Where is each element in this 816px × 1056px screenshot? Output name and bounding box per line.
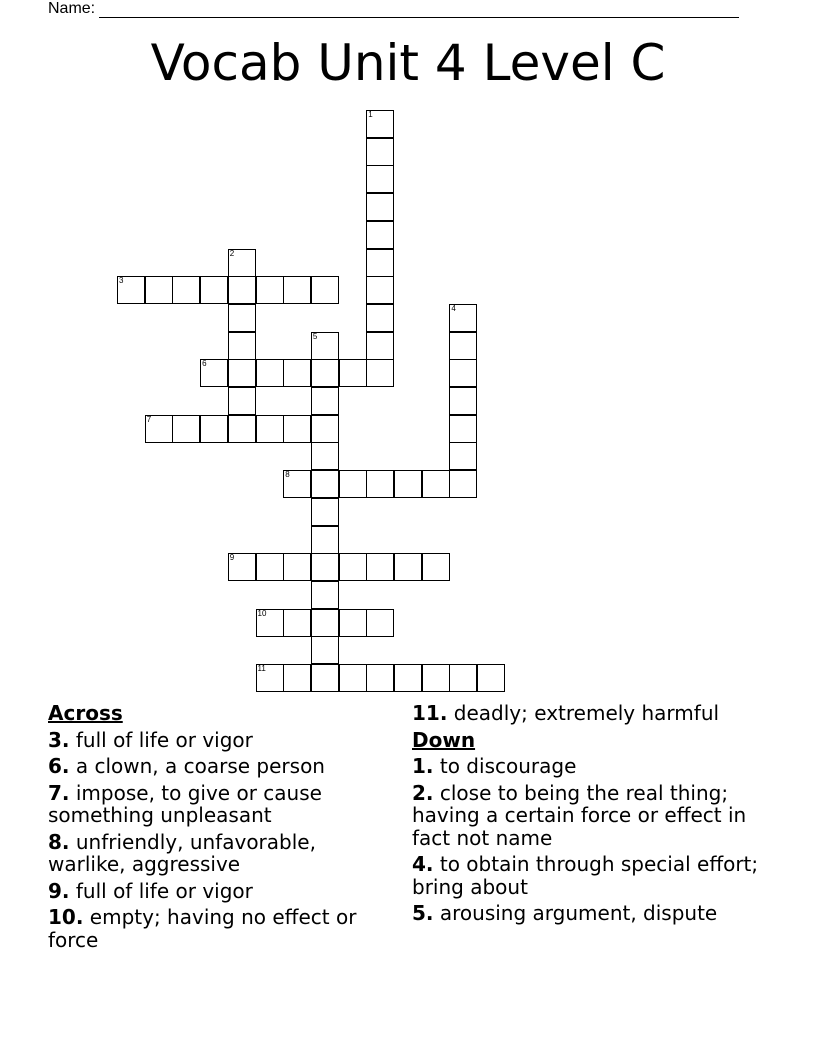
grid-cell[interactable] [422,664,450,692]
grid-cell[interactable] [311,609,339,637]
grid-cell[interactable] [200,276,228,304]
across-clue-list [48,729,388,952]
grid-cell[interactable] [311,664,339,692]
grid-cell[interactable] [283,470,311,498]
grid-cell[interactable] [228,387,256,415]
grid-cell[interactable] [311,553,339,581]
grid-cell[interactable] [311,470,339,498]
clue-number: 5. [412,901,434,925]
clue-number: 9. [48,878,70,903]
grid-cell[interactable] [394,553,422,581]
grid-cell[interactable] [311,276,339,304]
grid-cell[interactable] [366,359,394,387]
grid-cell[interactable] [283,609,311,637]
grid-cell[interactable] [449,442,477,470]
grid-cell[interactable] [200,359,228,387]
grid-cell[interactable] [256,415,284,443]
cell-number: 8 [285,470,290,480]
grid-cell[interactable] [366,609,394,637]
clue-text: to obtain through special effort; bring about [412,852,759,899]
grid-cell[interactable] [366,276,394,304]
clue-number: 10. [48,905,84,929]
grid-cell[interactable] [366,138,394,166]
grid-cell[interactable] [228,359,256,387]
grid-cell[interactable] [117,276,145,304]
grid-cell[interactable] [449,304,477,332]
grid-cell[interactable] [366,664,394,692]
grid-cell[interactable] [256,359,284,387]
grid-cell[interactable] [311,526,339,554]
grid-cell[interactable] [283,276,311,304]
grid-cell[interactable] [145,276,173,304]
cell-number: 9 [229,553,235,563]
down-clue [412,853,772,898]
grid-cell[interactable] [283,359,311,387]
grid-cell[interactable] [200,415,228,443]
clue-text: a clown, a coarse person [75,754,325,778]
grid-cell[interactable] [449,332,477,360]
grid-cell[interactable] [283,553,311,581]
clues-left-column [48,702,388,955]
clue-number: 2. [412,780,434,805]
name-label: Name: [48,0,96,17]
grid-cell[interactable] [311,415,339,443]
grid-cell[interactable] [256,609,284,637]
grid-cell[interactable] [228,249,256,277]
grid-cell[interactable] [366,165,394,193]
grid-cell[interactable] [366,332,394,360]
across-clue-list-continued [412,702,772,725]
grid-cell[interactable] [311,636,339,664]
grid-cell[interactable] [339,664,367,692]
grid-cell[interactable] [311,581,339,609]
grid-cell[interactable] [394,470,422,498]
clue-text: full of life or vigor [75,727,253,752]
clue-number: 4. [412,852,434,876]
grid-cell[interactable] [283,664,311,692]
grid-cell[interactable] [422,470,450,498]
grid-cell[interactable] [366,193,394,221]
across-clue [412,702,772,725]
down-clue [412,902,772,925]
grid-cell[interactable] [422,553,450,581]
grid-cell[interactable] [339,609,367,637]
clue-text: impose, to give or cause something unpleasant [48,780,322,827]
grid-cell[interactable] [172,276,200,304]
grid-cell[interactable] [366,304,394,332]
grid-cell[interactable] [311,359,339,387]
grid-cell[interactable] [145,415,173,443]
cell-number: 5 [312,331,318,341]
cell-number: 1 [368,110,373,119]
clue-text: close to being the real thing; having a certain force or effect in fact not name [412,780,747,850]
grid-cell[interactable] [366,249,394,277]
down-clue [412,755,772,778]
grid-cell[interactable] [366,470,394,498]
grid-cell[interactable] [339,470,367,498]
across-clue [48,755,388,778]
clue-text: arousing argument, dispute [439,901,718,925]
across-heading: Across [48,701,123,725]
grid-cell[interactable] [283,415,311,443]
grid-cell[interactable] [366,221,394,249]
grid-cell[interactable] [228,415,256,443]
down-heading: Down [412,727,476,752]
grid-cell[interactable] [394,664,422,692]
clue-number: 6. [48,754,70,778]
grid-cell[interactable] [228,332,256,360]
down-clue-list [412,755,772,925]
grid-cell[interactable] [228,276,256,304]
cell-number: 10 [257,608,267,618]
clue-number: 8. [48,829,70,854]
grid-cell[interactable] [311,332,339,360]
clue-text: unfriendly, unfavorable, warlike, aggressive [48,829,316,876]
across-clue [48,906,388,951]
grid-cell[interactable] [449,470,477,498]
grid-cell[interactable] [256,553,284,581]
grid-cell[interactable] [311,442,339,470]
grid-cell[interactable] [449,664,477,692]
clue-text: empty; having no effect or force [48,905,357,952]
grid-cell[interactable] [311,387,339,415]
across-clue [48,729,388,752]
cell-number: 6 [202,359,207,369]
cell-number: 7 [146,414,152,424]
grid-cell[interactable] [339,359,367,387]
across-clue [48,880,388,903]
grid-cell[interactable] [228,553,256,581]
grid-cell[interactable] [172,415,200,443]
clue-number: 7. [48,780,70,805]
across-clue [48,782,388,827]
clue-text: to discourage [439,754,577,778]
grid-cell[interactable] [449,359,477,387]
grid-cell[interactable] [449,415,477,443]
grid-cell[interactable] [311,498,339,526]
grid-cell[interactable] [477,664,505,692]
grid-cell[interactable] [339,553,367,581]
clue-text: deadly; extremely harmful [453,701,720,725]
grid-cell[interactable] [366,110,394,138]
clue-number: 11. [412,701,448,725]
down-clue [412,782,772,850]
grid-cell[interactable] [256,276,284,304]
cell-number: 3 [119,276,124,286]
cell-number: 2 [229,248,235,258]
clue-text: full of life or vigor [75,878,253,903]
page-title: Vocab Unit 4 Level C [150,34,666,92]
clues-right-column [412,702,772,929]
grid-cell[interactable] [228,304,256,332]
grid-cell[interactable] [256,664,284,692]
grid-cell[interactable] [366,553,394,581]
clue-number: 3. [48,727,70,752]
across-clue [48,831,388,876]
grid-cell[interactable] [449,387,477,415]
clue-number: 1. [412,754,434,778]
cell-number: 11 [257,664,266,673]
cell-number: 4 [451,303,456,313]
